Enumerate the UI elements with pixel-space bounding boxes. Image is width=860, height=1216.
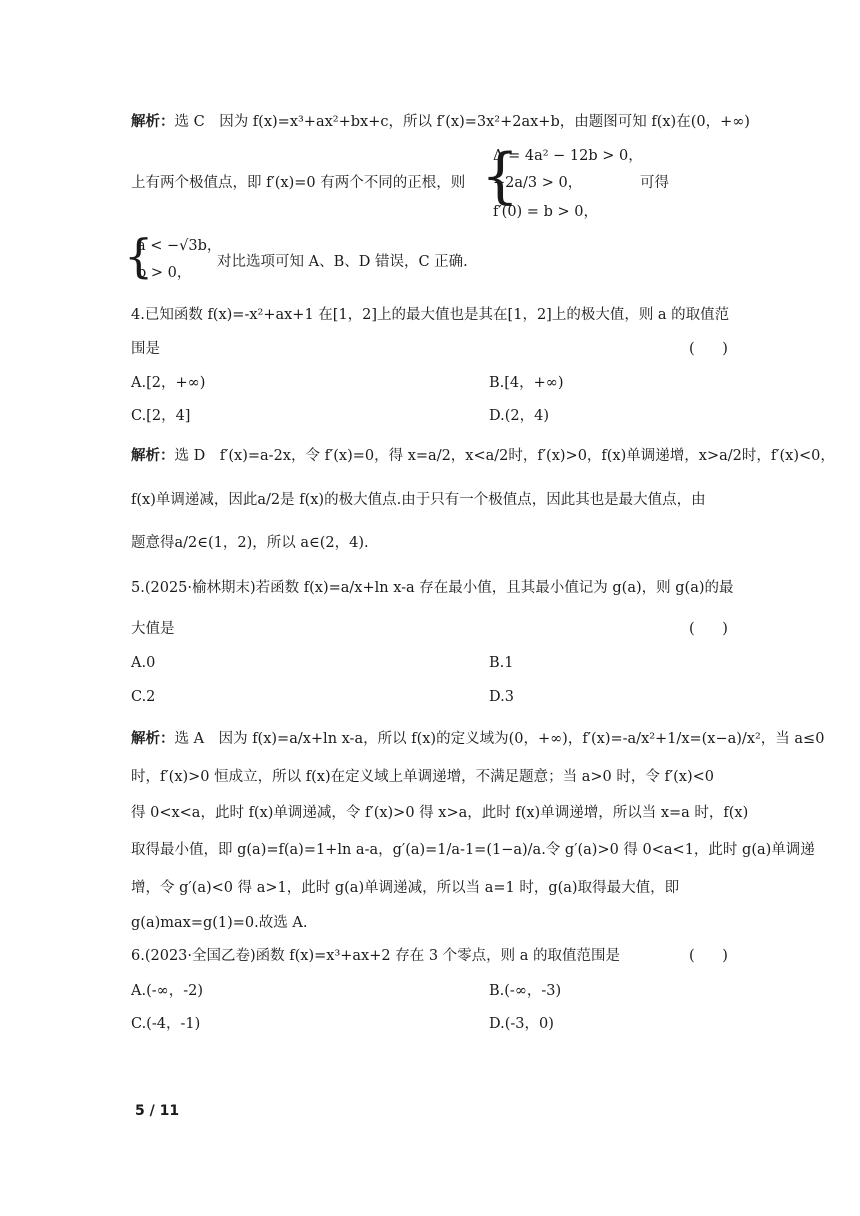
q5-solution-line-1	[131, 729, 824, 749]
q4-solution-line-3: 题意得a/2∈(1，2)，所以 a∈(2，4).	[131, 535, 369, 551]
page-number: 5 / 11	[135, 1103, 180, 1119]
q3-solution-text-1: 选 C 因为 f(x)=x³+ax²+bx+c，所以 f′(x)=3x²+2ax+b，由题图可知 f(x)在(0，+∞)	[174, 114, 750, 130]
system1-row-2: −2a/3 > 0，	[493, 175, 583, 191]
q5-option-d: D.3	[489, 689, 514, 705]
q4-answer-blank: ( )	[689, 341, 728, 357]
q5-solution-line-5: 增，令 g′(a)<0 得 a>1，此时 g(a)单调递减，所以当 a=1 时，g(a)取得最大值，即	[131, 880, 680, 896]
q6-option-d: D.(-3，0)	[489, 1016, 554, 1032]
keyi-text: 可得	[640, 175, 669, 191]
q3-solution-line-2: 上有两个极值点，即 f′(x)=0 有两个不同的正根，则	[131, 175, 466, 191]
q5-option-c: C.2	[131, 689, 156, 705]
q6-option-c: C.(-4，-1)	[131, 1016, 201, 1032]
q5-answer-blank: ( )	[689, 621, 728, 637]
system1-row-3: f′(0) = b > 0，	[493, 204, 598, 220]
q4-stem-line-1: 4.已知函数 f(x)=-x²+ax+1 在[1，2]上的最大值也是其在[1，2]上的极大值，则 a 的取值范	[131, 307, 730, 323]
q4-option-c: C.[2，4]	[131, 408, 191, 424]
q4-option-a: A.[2，+∞)	[131, 375, 206, 391]
left-brace-icon: {	[481, 141, 520, 211]
q5-solution-text-1: 选 A 因为 f(x)=a/x+ln x-a，所以 f(x)的定义域为(0，+∞)，f′(x)=-a/x²+1/x=(x−a)/x²，当 a≤0	[174, 731, 825, 747]
system2-row-1: a < −√3b，	[137, 238, 222, 254]
q6-option-b: B.(-∞，-3)	[489, 983, 562, 999]
q5-option-b: B.1	[489, 655, 514, 671]
solution-label: 解析：	[131, 448, 175, 464]
q4-solution-line-1	[131, 446, 835, 466]
q5-solution-line-6: g(a)max=g(1)=0.故选 A.	[131, 915, 308, 931]
q4-stem-line-2: 围是	[131, 341, 160, 357]
system1-row-1: Δ = 4a² − 12b > 0，	[493, 148, 643, 164]
system2-row-2: b > 0，	[137, 265, 192, 281]
q6-answer-blank: ( )	[689, 948, 728, 964]
q5-stem-line-1: 5.(2025·榆林期末)若函数 f(x)=a/x+ln x-a 存在最小值，且其最小值记为 g(a)，则 g(a)的最	[131, 580, 734, 596]
q3-conclusion: 对比选项可知 A、B、D 错误，C 正确.	[217, 254, 468, 270]
q4-solution-line-2: f(x)单调递减，因此a/2是 f(x)的极大值点.由于只有一个极值点，因此其也是最大值点，由	[131, 492, 706, 508]
solution-label: 解析：	[131, 731, 175, 747]
q5-solution-line-2: 时，f′(x)>0 恒成立，所以 f(x)在定义域上单调递增，不满足题意；当 a>0 时，令 f′(x)<0	[131, 769, 714, 785]
q5-stem-line-2: 大值是	[131, 621, 175, 637]
solution-label: 解析：	[131, 114, 175, 130]
q5-solution-line-4: 取得最小值，即 g(a)=f(a)=1+ln a-a，g′(a)=1/a-1=(1−a)/a.令 g′(a)>0 得 0<a<1，此时 g(a)单调递	[131, 842, 815, 858]
left-brace-icon: {	[124, 229, 154, 283]
q3-solution-line-1	[131, 112, 750, 132]
q4-solution-text-1: 选 D f′(x)=a-2x，令 f′(x)=0，得 x=a/2，x<a/2时，f′(x)>0，f(x)单调递增，x>a/2时，f′(x)<0，	[174, 448, 835, 464]
q6-option-a: A.(-∞，-2)	[131, 983, 203, 999]
q5-solution-line-3: 得 0<x<a，此时 f(x)单调递减，令 f′(x)>0 得 x>a，此时 f(x)单调递增，所以当 x=a 时，f(x)	[131, 805, 749, 821]
q4-option-b: B.[4，+∞)	[489, 375, 564, 391]
q6-stem-line-1: 6.(2023·全国乙卷)函数 f(x)=x³+ax+2 存在 3 个零点，则 a 的取值范围是	[131, 948, 621, 964]
q4-option-d: D.(2，4)	[489, 408, 549, 424]
q5-option-a: A.0	[131, 655, 156, 671]
